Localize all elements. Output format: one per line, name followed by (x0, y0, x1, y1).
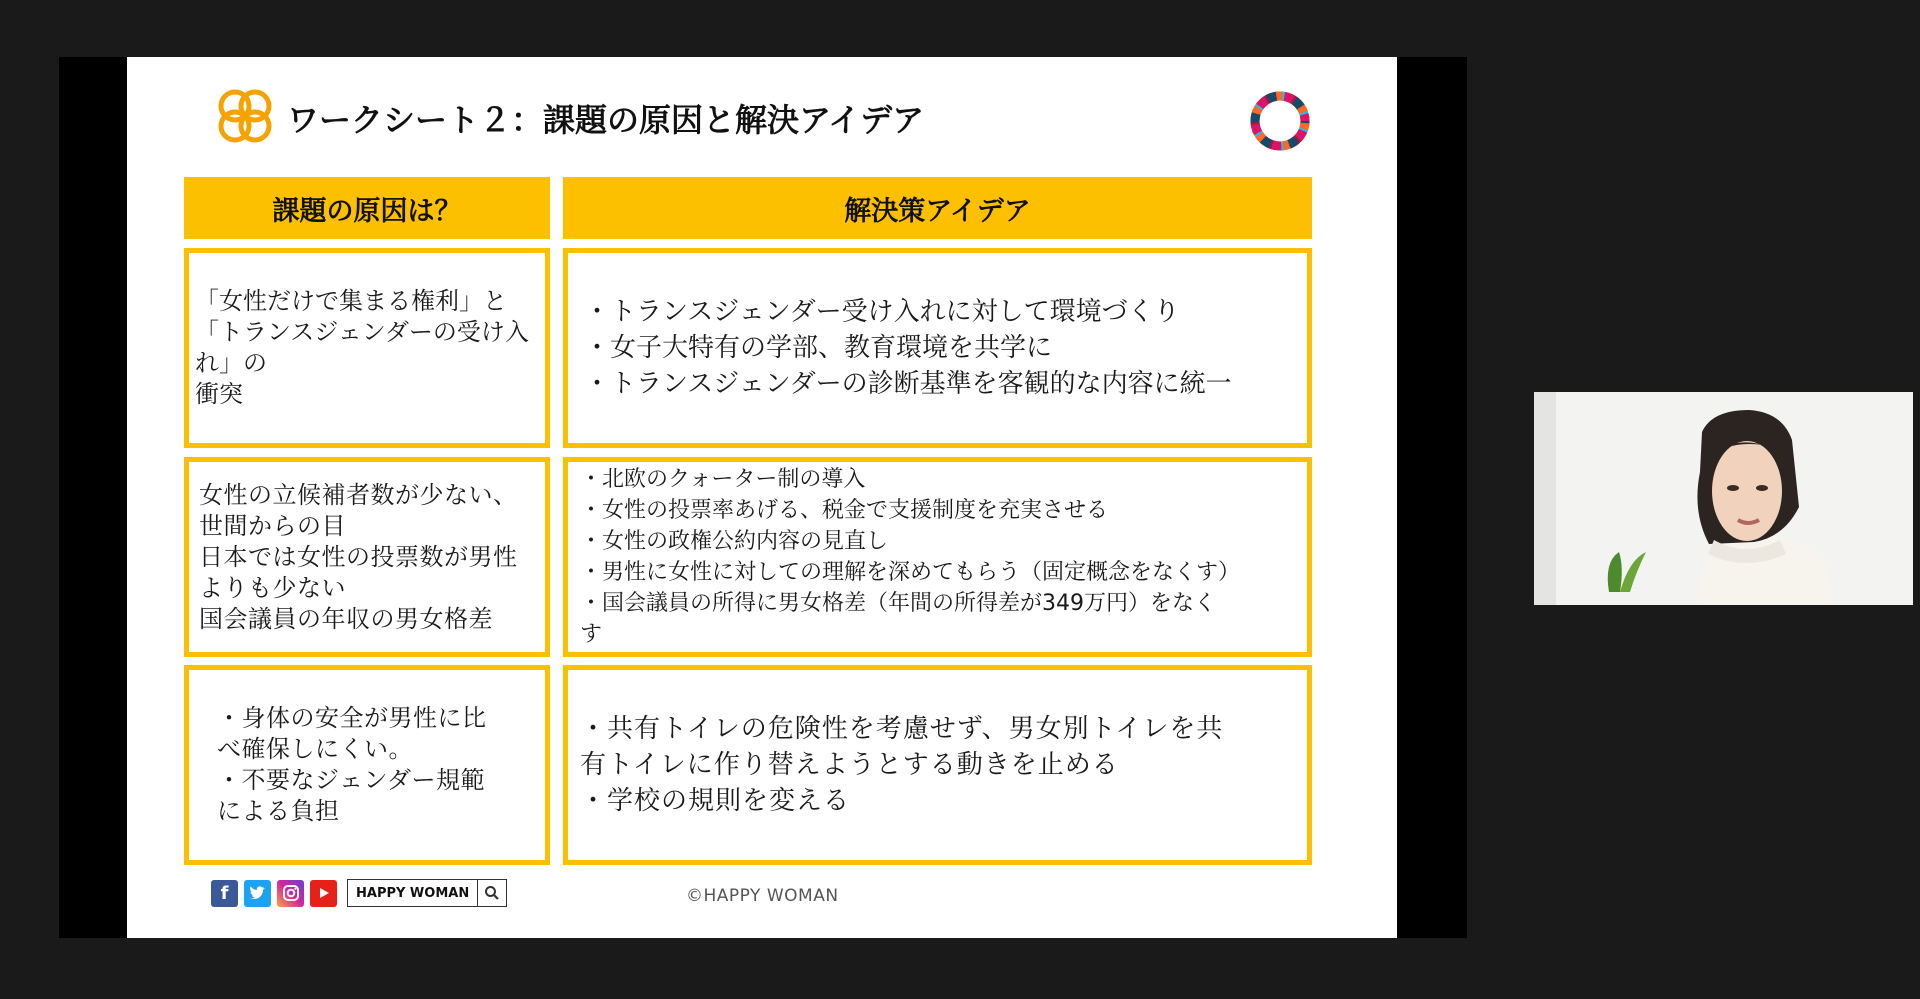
solution-line: ・国会議員の所得に男女格差（年間の所得差が349万円）をなく (580, 591, 1216, 616)
cause-line: ・身体の安全が男性に比 (217, 704, 487, 732)
solution-line: ・トランスジェンダーの診断基準を客観的な内容に統一 (584, 369, 1232, 399)
instagram-icon (277, 880, 304, 907)
cause-line: よりも少ない (199, 573, 346, 602)
cause-line: 「トランスジェンダーの受け入れ」の (195, 318, 529, 377)
solution-line: ・トランスジェンダー受け入れに対して環境づくり (584, 297, 1180, 327)
cause-cell-2 (184, 457, 550, 657)
solution-line: 有トイレに作り替えようとする動きを止める (580, 750, 1119, 780)
cause-line: による負担 (217, 797, 340, 825)
brand-search-box (347, 879, 507, 907)
solution-cell-2 (563, 457, 1312, 657)
solution-cell-1 (563, 248, 1312, 448)
youtube-icon (310, 880, 337, 907)
twitter-icon (244, 880, 271, 907)
header-solution: 解決策アイデア (563, 177, 1312, 239)
sdg-wheel-icon (1250, 91, 1310, 151)
solution-line: ・共有トイレの危険性を考慮せず、男女別トイレを共 (580, 714, 1224, 744)
solution-line: ・北欧のクォーター制の導入 (580, 467, 866, 492)
cause-cell-3 (184, 665, 550, 865)
facebook-icon: f (211, 880, 238, 907)
slide-title: ワークシート２：課題の原因と解決アイデア (287, 101, 925, 139)
cause-line: 「女性だけで集まる権利」と (195, 287, 507, 315)
cause-line: 衝突 (195, 380, 243, 408)
brand-name: HAPPY WOMAN (348, 880, 478, 906)
solution-line: ・学校の規則を変える (580, 786, 851, 816)
happy-woman-logo-icon (214, 85, 276, 147)
solution-line: ・女性の投票率あげる、税金で支援制度を充実させる (580, 498, 1109, 523)
solution-line: ・男性に女性に対しての理解を深めてもらう（固定概念をなくす） (580, 560, 1241, 585)
participant-video-image (1534, 392, 1913, 605)
cause-line: 世間からの目 (199, 511, 346, 540)
copyright-text: ©HAPPY WOMAN (686, 886, 839, 906)
solution-line: ・女子大特有の学部、教育環境を共学に (584, 333, 1053, 363)
search-icon (478, 880, 506, 906)
participant-video-thumbnail[interactable] (1534, 392, 1913, 605)
presentation-slide (127, 57, 1397, 938)
cause-line: ・不要なジェンダー規範 (217, 766, 486, 794)
solution-cell-3 (563, 665, 1312, 865)
cause-line: 国会議員の年収の男女格差 (199, 604, 493, 633)
cause-line: べ確保しにくい。 (217, 735, 413, 763)
solution-line: ・女性の政権公約内容の見直し (580, 529, 889, 554)
header-cause: 課題の原因は？ (184, 177, 550, 239)
cause-cell-1 (184, 248, 550, 448)
solution-line: す (580, 622, 603, 647)
cause-line: 女性の立候補者数が少ない、 (199, 480, 518, 509)
footer-social-bar (211, 879, 507, 907)
cause-line: 日本では女性の投票数が男性 (199, 542, 518, 571)
